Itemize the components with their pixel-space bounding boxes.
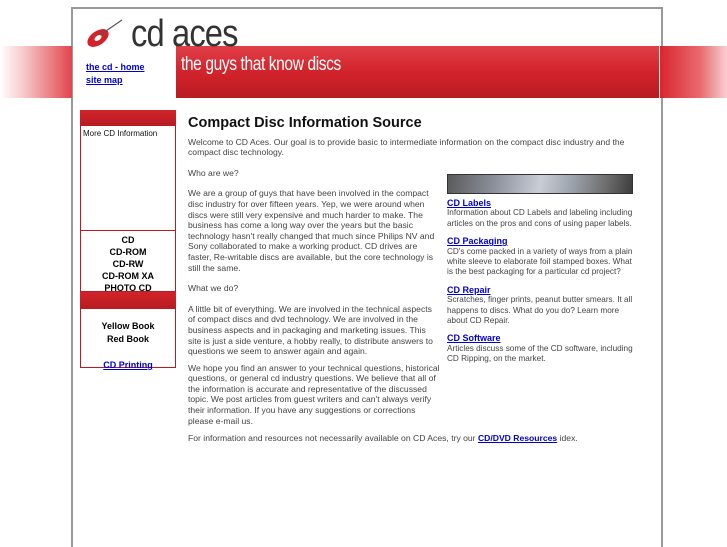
article-text-repair: Scratches, finger prints, peanut butter smears. It all happens to discs. What do you do? Learn more about CD Repair. bbox=[447, 295, 633, 326]
what-text: A little bit of everything. We are involved in the technical aspects of compact discs and dvd technology. We are involved in the business aspects and in packaging and marketing issues. This site is just a side venture, a hobby really, to distribute answers to questions we seem to answer again and again. bbox=[188, 303, 433, 357]
sidebar-box-title: More CD Information bbox=[83, 129, 158, 138]
site-logo-text: cd aces bbox=[131, 13, 238, 55]
format-cd-rom[interactable]: CD-ROM bbox=[109, 247, 147, 257]
article-title-repair[interactable]: CD Repair bbox=[447, 284, 491, 295]
who-heading: Who are we? bbox=[188, 167, 239, 178]
cd-printing-link[interactable]: CD Printing bbox=[103, 360, 153, 370]
article-title-packaging[interactable]: CD Packaging bbox=[447, 236, 508, 247]
sidebar-red-bar-2 bbox=[80, 292, 176, 308]
page-title: Compact Disc Information Source bbox=[188, 115, 422, 131]
site-map-link[interactable]: site map bbox=[86, 75, 123, 85]
article-title-labels[interactable]: CD Labels bbox=[447, 198, 492, 208]
format-cd-rw[interactable]: CD-RW bbox=[112, 259, 144, 269]
article-text-packaging: CD's come packed in a variety of ways from a plain white sleeve to elaborate foil stamped boxes. What is the best packaging for a particular cd project? bbox=[447, 246, 633, 277]
book-list bbox=[81, 309, 175, 346]
resources-line bbox=[188, 433, 636, 444]
format-photo-cd[interactable]: PHOTO CD bbox=[104, 283, 152, 293]
hope-text bbox=[188, 363, 636, 427]
article-text-labels: Information about CD Labels and labeling including articles on the pros and cons of using paper labels. bbox=[447, 208, 633, 228]
yellow-book-link[interactable]: Yellow Book bbox=[101, 321, 155, 331]
format-list bbox=[81, 231, 175, 294]
sidebar-info-box bbox=[80, 125, 176, 231]
what-heading: What we do? bbox=[188, 283, 239, 294]
top-links bbox=[86, 61, 145, 87]
hope-text-body: We hope you find an answer to your technical questions, historical questions, or general cd industry questions. We believe that all of the information is accurate and representative of the discussed topic. We post articles from guest writers and can't always verify their information. If you have any suggestions or corrections please e-mail us. bbox=[188, 362, 440, 426]
red-book-link[interactable]: Red Book bbox=[106, 334, 149, 344]
header-band-right bbox=[660, 46, 727, 98]
intro-text: Welcome to CD Aces. Our goal is to provide basic to intermediate information on the compact disc industry and the compact disc technology. bbox=[188, 136, 625, 158]
sidebar-red-bar bbox=[80, 110, 176, 125]
resources-link[interactable]: CD/DVD Resources bbox=[477, 433, 558, 444]
home-link[interactable]: the cd - home bbox=[86, 62, 145, 72]
books-box bbox=[80, 308, 176, 368]
format-cd-rom-xa[interactable]: CD-ROM XA bbox=[102, 271, 154, 281]
tagline-text: the guys that know discs bbox=[181, 54, 341, 75]
format-cd[interactable]: CD bbox=[121, 235, 135, 245]
articles-column bbox=[447, 174, 633, 372]
who-text: We are a group of guys that have been involved in the compact disc industry for over fifteen years. Yep, we were around when discs were still very expensive and much harder to make. The business has come a long way over the years but the basic technology hasn't really changed that much since Philips NV and Sony collaborated to make a working product. CD drives are faster, Re-writable discs are available, but the core technology is still the same. bbox=[188, 188, 435, 273]
disc-banner-image bbox=[447, 174, 633, 194]
resources-pre: For information and resources not necessarily available on CD Aces, try our bbox=[188, 433, 478, 444]
article-title-software[interactable]: CD Software bbox=[447, 333, 501, 344]
sidebar bbox=[80, 110, 176, 368]
format-list-box bbox=[80, 231, 176, 292]
article-text-software: Articles discuss some of the CD software, including CD Ripping, on the market. bbox=[447, 343, 633, 364]
resources-post: idex. bbox=[557, 433, 578, 444]
header-band-left bbox=[0, 46, 72, 98]
disc-logo-icon bbox=[84, 16, 124, 50]
